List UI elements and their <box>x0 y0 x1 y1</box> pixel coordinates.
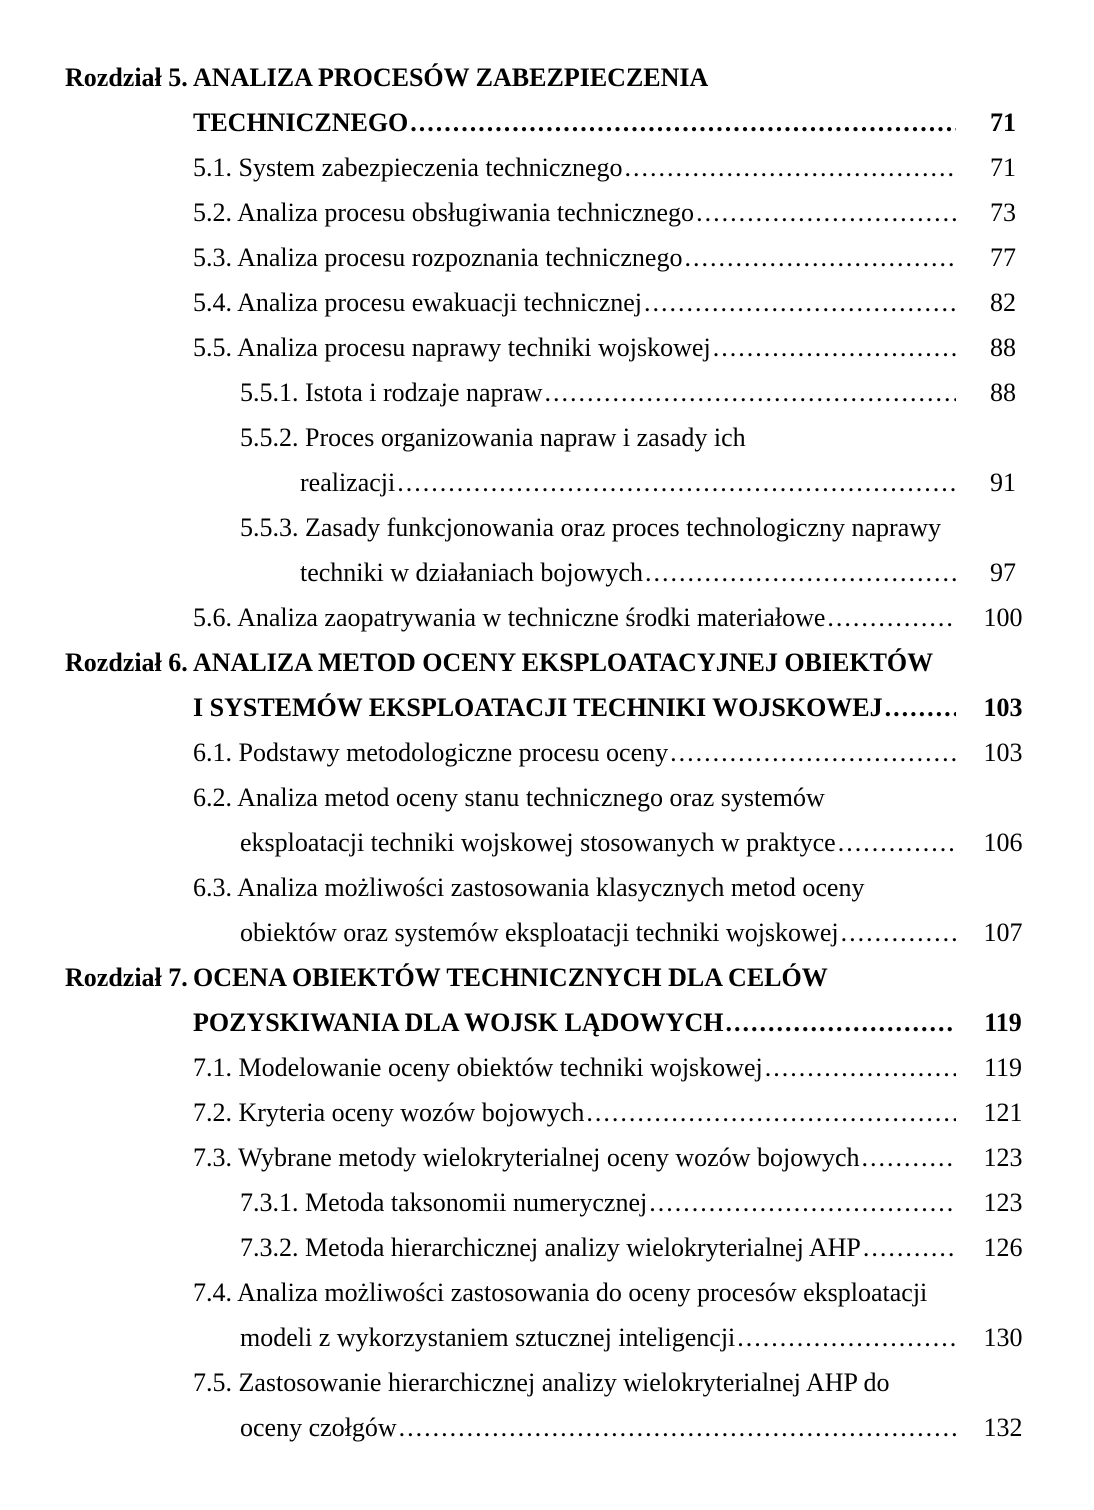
toc-entry-7-5 <box>0 1360 1094 1405</box>
dot-leader <box>862 1135 956 1180</box>
toc-entry-7-5-cont <box>0 1405 1094 1450</box>
dot-leader <box>644 280 956 325</box>
toc-entry-text: 7.1. Modelowanie oceny obiektów techniki wojskowej <box>193 1053 763 1082</box>
toc-entry-7-4-cont <box>0 1315 1094 1360</box>
page-number: 73 <box>990 198 1016 227</box>
page-number: 71 <box>990 153 1016 182</box>
page-number: 88 <box>990 378 1016 407</box>
toc-entry-text: 5.5.2. Proces organizowania napraw i zasady ich <box>240 423 746 452</box>
page-number: 100 <box>983 603 1023 632</box>
chapter-label: Rozdział 6. <box>65 648 188 677</box>
toc-entry-5-5-3-cont <box>0 550 1094 595</box>
toc-entry-text: 5.5.1. Istota i rodzaje napraw <box>240 378 543 407</box>
toc-entry-text: 5.6. Analiza zaopatrywania w techniczne środki materiałowe <box>193 603 826 632</box>
dot-leader <box>696 190 956 235</box>
dot-leader <box>397 460 956 505</box>
dot-leader <box>625 145 956 190</box>
toc-entry-text: 5.3. Analiza procesu rozpoznania technicznego <box>193 243 683 272</box>
toc-entry-text: 7.2. Kryteria oceny wozów bojowych <box>193 1098 585 1127</box>
page-number: 121 <box>983 1098 1023 1127</box>
toc-chapter-6-heading-cont <box>0 685 1094 730</box>
toc-entry-5-5-2-cont <box>0 460 1094 505</box>
toc-entry-text: 7.4. Analiza możliwości zastosowania do oceny procesów eksploatacji <box>193 1278 928 1307</box>
toc-entry-text: 5.1. System zabezpieczenia technicznego <box>193 153 623 182</box>
toc-entry-text: oceny czołgów <box>240 1413 397 1442</box>
toc-entry-5-5-3 <box>0 505 1094 550</box>
toc-entry-5-5-2 <box>0 415 1094 460</box>
dot-leader <box>684 235 956 280</box>
toc-entry-7-2 <box>0 1090 1094 1135</box>
toc-entry-text: 6.2. Analiza metod oceny stanu technicznego oraz systemów <box>193 783 825 812</box>
toc-entry-5-5-1 <box>0 370 1094 415</box>
dot-leader <box>645 550 956 595</box>
toc-entry-text: 5.5.3. Zasady funkcjonowania oraz proces technologiczny naprawy <box>240 513 942 542</box>
dot-leader <box>725 1000 956 1045</box>
toc-entry-5-1 <box>0 145 1094 190</box>
toc-entry-text: 5.5. Analiza procesu naprawy techniki wojskowej <box>193 333 711 362</box>
dot-leader <box>713 325 956 370</box>
dot-leader <box>586 1090 956 1135</box>
dot-leader <box>838 820 956 865</box>
toc-entry-7-1 <box>0 1045 1094 1090</box>
toc-entry-6-1 <box>0 730 1094 775</box>
chapter-label: Rozdział 5. <box>65 63 188 92</box>
toc-chapter-5-heading-cont <box>0 100 1094 145</box>
dot-leader <box>841 910 956 955</box>
page-number: 103 <box>983 693 1023 722</box>
page-number: 91 <box>990 468 1016 497</box>
page-number: 97 <box>990 558 1016 587</box>
toc-entry-text: 7.3.2. Metoda hierarchicznej analizy wielokryterialnej AHP <box>240 1233 861 1262</box>
toc-entry-5-4 <box>0 280 1094 325</box>
page-number: 126 <box>983 1233 1023 1262</box>
dot-leader <box>410 100 956 145</box>
dot-leader <box>827 595 956 640</box>
toc-chapter-5-heading <box>0 55 1094 100</box>
chapter-label: Rozdział 7. <box>65 963 188 992</box>
dot-leader <box>885 685 956 730</box>
page-number: 123 <box>983 1188 1023 1217</box>
dot-leader <box>399 1405 956 1450</box>
toc-entry-6-2-cont <box>0 820 1094 865</box>
page-number: 88 <box>990 333 1016 362</box>
dot-leader <box>649 1180 956 1225</box>
chapter-title-continuation: I SYSTEMÓW EKSPLOATACJI TECHNIKI WOJSKOWEJ <box>193 693 883 722</box>
toc-chapter-7-heading <box>0 955 1094 1000</box>
chapter-title: OCENA OBIEKTÓW TECHNICZNYCH DLA CELÓW <box>193 963 828 992</box>
page-number: 130 <box>983 1323 1023 1352</box>
toc-entry-text: 5.4. Analiza procesu ewakuacji technicznej <box>193 288 643 317</box>
toc-entry-5-3 <box>0 235 1094 280</box>
page-number: 123 <box>983 1143 1023 1172</box>
toc-entry-6-3 <box>0 865 1094 910</box>
toc-entry-5-5 <box>0 325 1094 370</box>
page-number: 106 <box>983 828 1023 857</box>
dot-leader <box>765 1045 956 1090</box>
toc-entry-text: 6.3. Analiza możliwości zastosowania klasycznych metod oceny <box>193 873 865 902</box>
toc-entry-text: 7.3. Wybrane metody wielokryterialnej oceny wozów bojowych <box>193 1143 860 1172</box>
page-number: 119 <box>984 1008 1022 1037</box>
chapter-title-continuation: TECHNICZNEGO <box>193 108 409 137</box>
page-number: 103 <box>983 738 1023 767</box>
toc-entry-text: obiektów oraz systemów eksploatacji techniki wojskowej <box>240 918 839 947</box>
toc-entry-text: techniki w działaniach bojowych <box>300 558 643 587</box>
dot-leader <box>545 370 956 415</box>
toc-entry-text: modeli z wykorzystaniem sztucznej inteligencji <box>240 1323 736 1352</box>
chapter-title: ANALIZA METOD OCENY EKSPLOATACYJNEJ OBIEKTÓW <box>193 648 934 677</box>
toc-entry-6-2 <box>0 775 1094 820</box>
toc-entry-7-3-1 <box>0 1180 1094 1225</box>
toc-entry-text: eksploatacji techniki wojskowej stosowanych w praktyce <box>240 828 836 857</box>
page-number: 82 <box>990 288 1016 317</box>
toc-entry-text: 6.1. Podstawy metodologiczne procesu oceny <box>193 738 669 767</box>
chapter-title: ANALIZA PROCESÓW ZABEZPIECZENIA <box>193 63 709 92</box>
toc-entry-7-4 <box>0 1270 1094 1315</box>
page-number: 77 <box>990 243 1016 272</box>
toc-entry-text: 5.2. Analiza procesu obsługiwania technicznego <box>193 198 695 227</box>
toc-entry-7-3-2 <box>0 1225 1094 1270</box>
toc-entry-7-3 <box>0 1135 1094 1180</box>
page-number: 107 <box>983 918 1023 947</box>
page-number: 71 <box>990 108 1016 137</box>
dot-leader <box>863 1225 956 1270</box>
toc-entry-6-3-cont <box>0 910 1094 955</box>
toc-entry-text: 7.5. Zastosowanie hierarchicznej analizy wielokryterialnej AHP do <box>193 1368 890 1397</box>
toc-entry-5-6 <box>0 595 1094 640</box>
toc-entry-text: 7.3.1. Metoda taksonomii numerycznej <box>240 1188 648 1217</box>
page-number: 119 <box>983 1053 1023 1082</box>
toc-entry-5-2 <box>0 190 1094 235</box>
toc-entry-text: realizacji <box>300 468 396 497</box>
chapter-title-continuation: POZYSKIWANIA DLA WOJSK LĄDOWYCH <box>193 1008 724 1037</box>
toc-chapter-7-heading-cont <box>0 1000 1094 1045</box>
toc-chapter-6-heading <box>0 640 1094 685</box>
dot-leader <box>670 730 956 775</box>
dot-leader <box>737 1315 956 1360</box>
page-number: 132 <box>983 1413 1023 1442</box>
